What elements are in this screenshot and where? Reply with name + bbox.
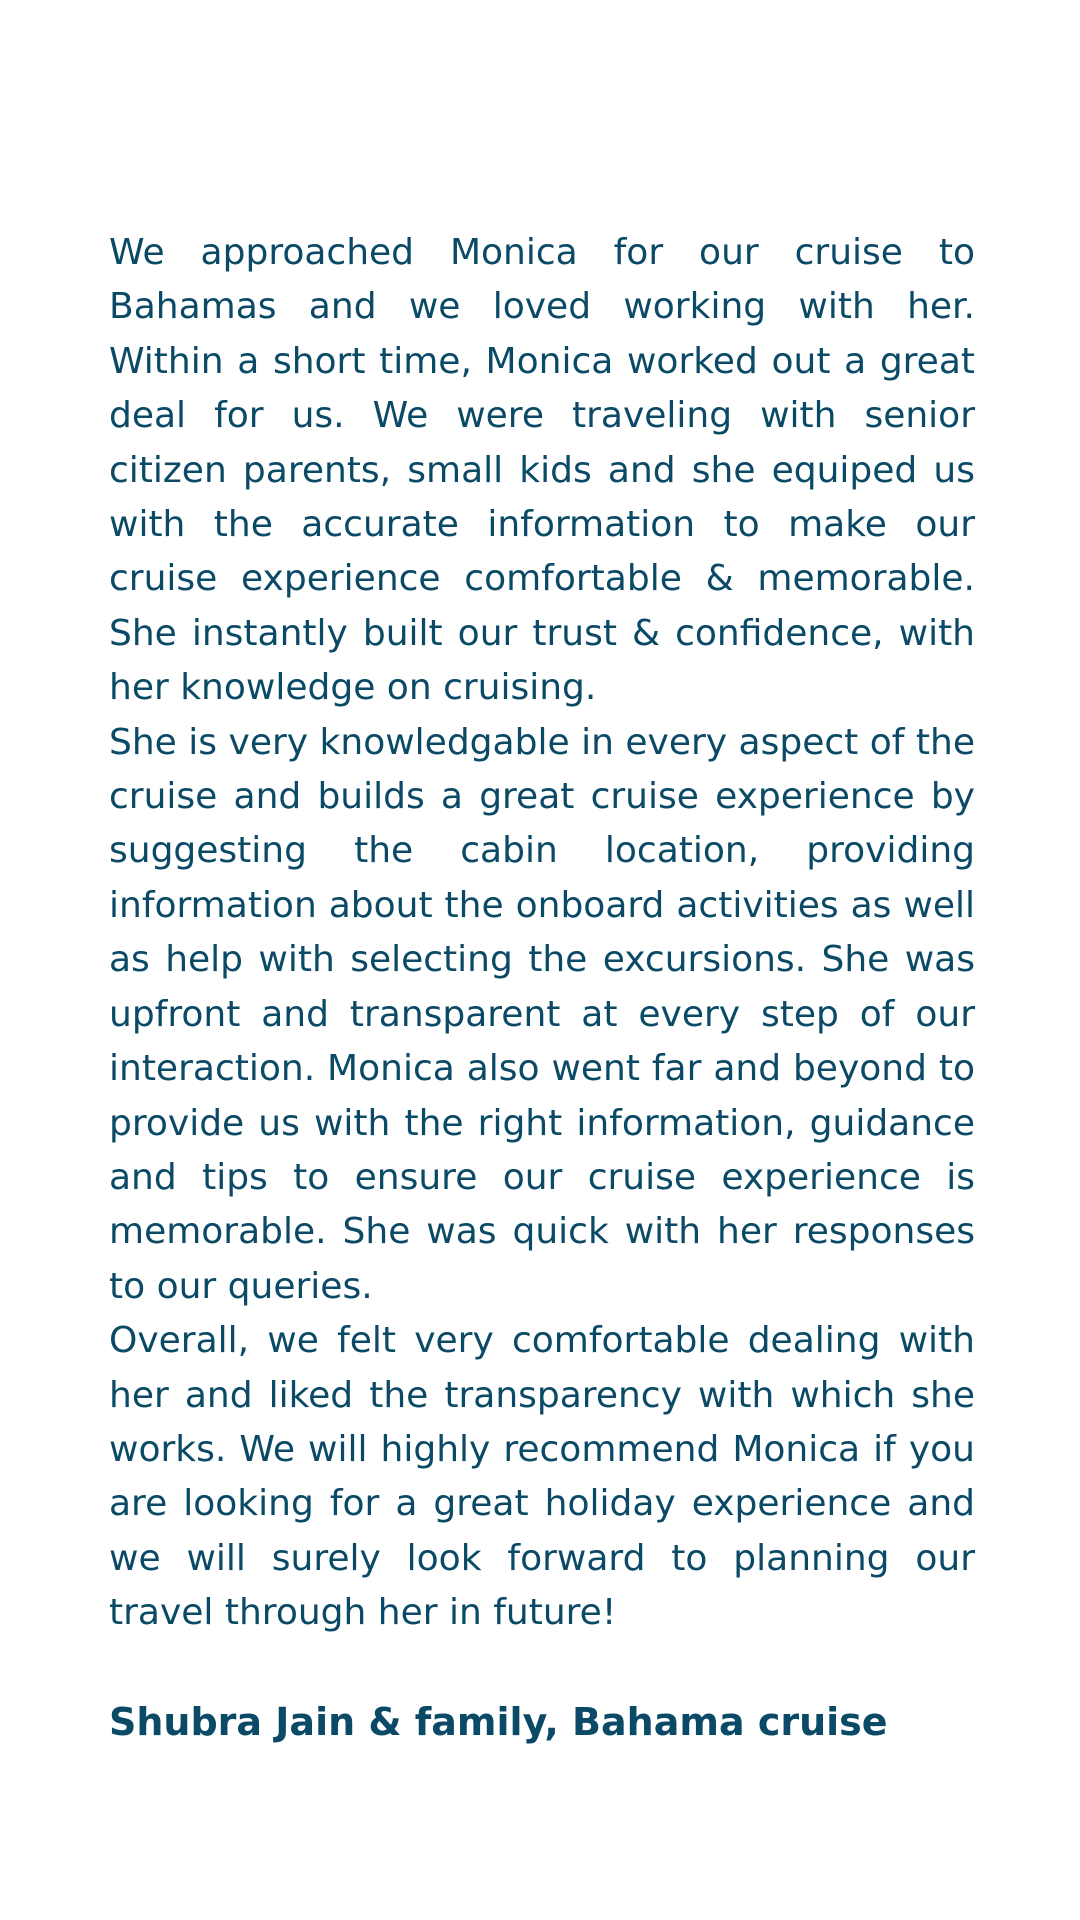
- testimonial-body: [109, 226, 975, 1641]
- testimonial-signature: Shubra Jain & family, Bahama cruise: [109, 1699, 888, 1744]
- testimonial-page: [109, 226, 975, 1749]
- testimonial-paragraph-2: She is very knowledgable in every aspect of the cruise and builds a great cruise experience by suggesting the cabin location, providing information about the onboard activities as well as help with selecting the excursions. She was upfront and transparent at every step of our interaction. Monica also went far and beyond to provide us with the right information, guidance and tips to ensure our cruise experience is memorable. She was quick with her responses to our queries.: [109, 721, 975, 1307]
- testimonial-paragraph-3: Overall, we felt very comfortable dealing with her and liked the transparency with which she works. We will highly recommend Monica if you are looking for a great holiday experience and we will surely look forward to planning our travel through her in future!: [109, 1320, 975, 1634]
- testimonial-paragraph-1: We approached Monica for our cruise to Bahamas and we loved working with her. Within a short time, Monica worked out a great deal for us. We were traveling with senior citizen parents, small kids and she equiped us with the accurate information to make our cruise experience comfortable & memorable. She instantly built our trust & confidence, with her knowledge on cruising.: [109, 232, 975, 709]
